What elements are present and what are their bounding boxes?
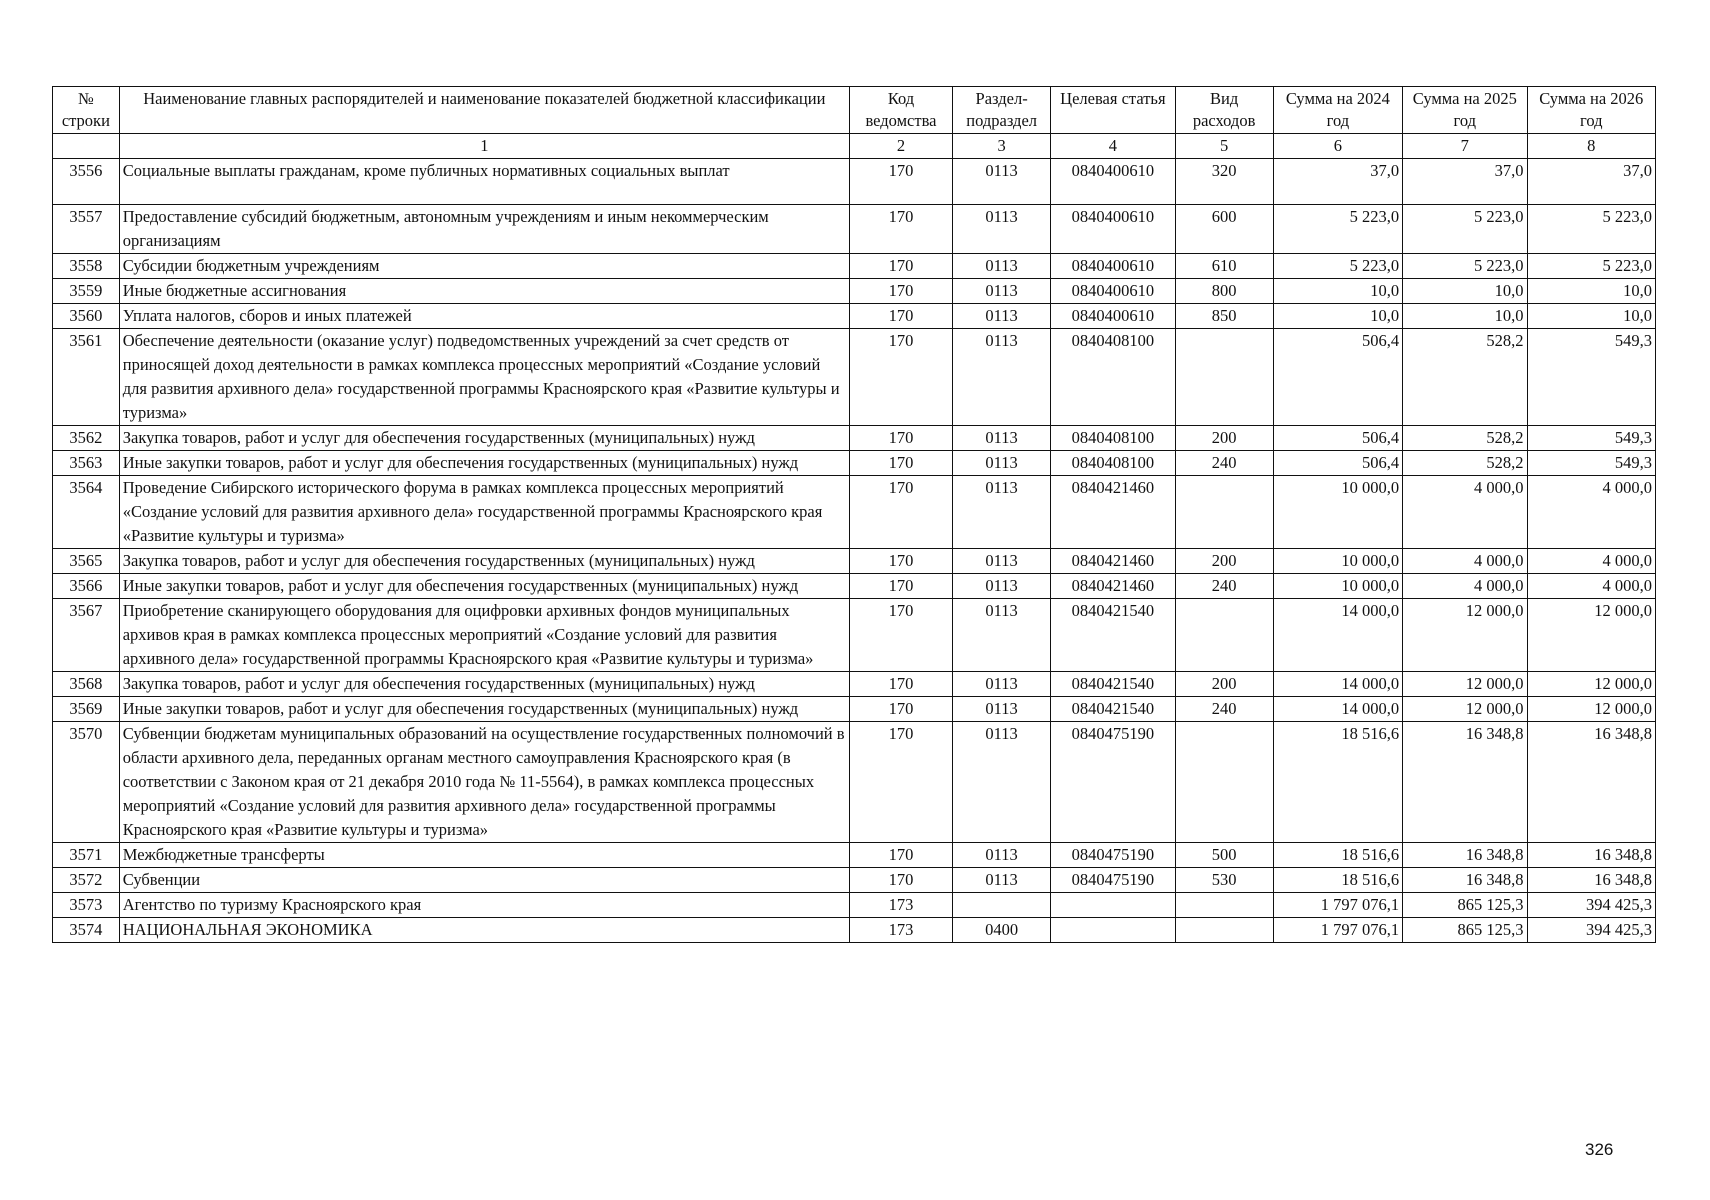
row-target: 0840421540: [1051, 697, 1175, 722]
column-number: 1: [119, 134, 849, 159]
row-target: [1051, 918, 1175, 943]
row-name: Проведение Сибирского исторического форума в рамках комплекса процессных мероприятий «Создание условий для развития архивного дела» государственной программы Красноярского края «Развитие культуры и туризма»: [119, 476, 849, 549]
row-expense-type: [1175, 599, 1273, 672]
row-sum-2024: 18 516,6: [1273, 722, 1402, 843]
row-name: Обеспечение деятельности (оказание услуг) подведомственных учреждений за счет средств от приносящей доход деятельности в рамках комплекса процессных мероприятий «Создание условий для развития архивного дела» государственной программы Красноярского края «Развитие культуры и туризма»: [119, 329, 849, 426]
row-sum-2024: 1 797 076,1: [1273, 893, 1402, 918]
row-sum-2025: 528,2: [1403, 426, 1527, 451]
row-dept-code: 170: [849, 279, 952, 304]
row-sum-2024: 10 000,0: [1273, 476, 1402, 549]
row-expense-type: 530: [1175, 868, 1273, 893]
row-section: 0113: [953, 672, 1051, 697]
header-section: Раздел- подраздел: [953, 87, 1051, 134]
header-expense-type: Вид расходов: [1175, 87, 1273, 134]
row-sum-2024: 18 516,6: [1273, 868, 1402, 893]
table-row: [53, 893, 1656, 918]
row-dept-code: 170: [849, 451, 952, 476]
row-number: 3567: [53, 599, 120, 672]
row-dept-code: 170: [849, 205, 952, 254]
row-target: 0840421460: [1051, 549, 1175, 574]
row-sum-2025: 4 000,0: [1403, 476, 1527, 549]
row-section: 0113: [953, 159, 1051, 205]
row-dept-code: 170: [849, 329, 952, 426]
column-number: 7: [1403, 134, 1527, 159]
row-name: Агентство по туризму Красноярского края: [119, 893, 849, 918]
row-target: [1051, 893, 1175, 918]
row-sum-2025: 37,0: [1403, 159, 1527, 205]
row-dept-code: 170: [849, 476, 952, 549]
row-expense-type: 800: [1175, 279, 1273, 304]
row-section: 0113: [953, 304, 1051, 329]
row-name: Предоставление субсидий бюджетным, автономным учреждениям и иным некоммерческим организациям: [119, 205, 849, 254]
row-sum-2024: 14 000,0: [1273, 599, 1402, 672]
row-sum-2024: 10 000,0: [1273, 549, 1402, 574]
row-number: 3570: [53, 722, 120, 843]
row-expense-type: 200: [1175, 672, 1273, 697]
row-expense-type: 850: [1175, 304, 1273, 329]
row-expense-type: 600: [1175, 205, 1273, 254]
row-section: 0113: [953, 279, 1051, 304]
row-sum-2026: 16 348,8: [1527, 843, 1656, 868]
row-target: 0840475190: [1051, 722, 1175, 843]
row-dept-code: 170: [849, 697, 952, 722]
table-body: [53, 159, 1656, 943]
row-sum-2025: 16 348,8: [1403, 868, 1527, 893]
row-target: 0840421540: [1051, 672, 1175, 697]
row-name: Закупка товаров, работ и услуг для обеспечения государственных (муниципальных) нужд: [119, 426, 849, 451]
row-target: 0840475190: [1051, 868, 1175, 893]
row-expense-type: 500: [1175, 843, 1273, 868]
row-number: 3558: [53, 254, 120, 279]
column-number: 6: [1273, 134, 1402, 159]
table-row: [53, 476, 1656, 549]
row-sum-2024: 18 516,6: [1273, 843, 1402, 868]
row-name: Субсидии бюджетным учреждениям: [119, 254, 849, 279]
row-sum-2025: 12 000,0: [1403, 672, 1527, 697]
header-name: Наименование главных распорядителей и наименование показателей бюджетной классификации: [119, 87, 849, 134]
row-sum-2026: 394 425,3: [1527, 893, 1656, 918]
row-target: 0840408100: [1051, 451, 1175, 476]
table-row: [53, 722, 1656, 843]
row-sum-2026: 394 425,3: [1527, 918, 1656, 943]
row-target: 0840408100: [1051, 426, 1175, 451]
row-sum-2026: 4 000,0: [1527, 574, 1656, 599]
page-number: 326: [1585, 1140, 1614, 1159]
row-name: Закупка товаров, работ и услуг для обеспечения государственных (муниципальных) нужд: [119, 672, 849, 697]
header-sum-2026: Сумма на 2026 год: [1527, 87, 1656, 134]
row-sum-2024: 10 000,0: [1273, 574, 1402, 599]
row-sum-2025: 4 000,0: [1403, 549, 1527, 574]
row-sum-2025: 5 223,0: [1403, 205, 1527, 254]
row-sum-2026: 12 000,0: [1527, 599, 1656, 672]
row-sum-2024: 506,4: [1273, 426, 1402, 451]
row-sum-2025: 10,0: [1403, 279, 1527, 304]
row-number: 3573: [53, 893, 120, 918]
row-name: НАЦИОНАЛЬНАЯ ЭКОНОМИКА: [119, 918, 849, 943]
row-name: Субвенции: [119, 868, 849, 893]
row-expense-type: 200: [1175, 426, 1273, 451]
row-sum-2025: 16 348,8: [1403, 843, 1527, 868]
row-number: 3556: [53, 159, 120, 205]
row-sum-2026: 12 000,0: [1527, 672, 1656, 697]
row-name: Социальные выплаты гражданам, кроме публичных нормативных социальных выплат: [119, 159, 849, 205]
row-dept-code: 170: [849, 426, 952, 451]
table-row: [53, 205, 1656, 254]
row-target: 0840421460: [1051, 574, 1175, 599]
row-name: Субвенции бюджетам муниципальных образований на осуществление государственных полномочий в области архивного дела, переданных органам местного самоуправления Красноярского края (в соответствии с Законом края от 21 декабря 2010 года № 11-5564), в рамках комплекса процессных мероприятий «Создание условий для развития архивного дела» государственной программы Красноярского края «Развитие культуры и туризма»: [119, 722, 849, 843]
row-dept-code: 173: [849, 918, 952, 943]
row-sum-2024: 37,0: [1273, 159, 1402, 205]
row-target: 0840400610: [1051, 205, 1175, 254]
row-dept-code: 170: [849, 672, 952, 697]
header-sum-2024: Сумма на 2024 год: [1273, 87, 1402, 134]
table-row: [53, 672, 1656, 697]
row-dept-code: 170: [849, 722, 952, 843]
column-number: 5: [1175, 134, 1273, 159]
row-expense-type: 240: [1175, 451, 1273, 476]
row-expense-type: 240: [1175, 574, 1273, 599]
row-sum-2024: 506,4: [1273, 329, 1402, 426]
row-number: 3565: [53, 549, 120, 574]
table-row: [53, 426, 1656, 451]
row-sum-2026: 10,0: [1527, 279, 1656, 304]
row-expense-type: [1175, 722, 1273, 843]
row-sum-2026: 10,0: [1527, 304, 1656, 329]
column-number: 4: [1051, 134, 1175, 159]
row-target: 0840400610: [1051, 254, 1175, 279]
row-sum-2024: 1 797 076,1: [1273, 918, 1402, 943]
row-target: 0840400610: [1051, 304, 1175, 329]
header-row-no: № строки: [53, 87, 120, 134]
row-sum-2026: 4 000,0: [1527, 476, 1656, 549]
column-number: 8: [1527, 134, 1656, 159]
row-sum-2026: 5 223,0: [1527, 254, 1656, 279]
table-row: [53, 599, 1656, 672]
row-section: 0113: [953, 549, 1051, 574]
row-section: [953, 893, 1051, 918]
row-name: Иные бюджетные ассигнования: [119, 279, 849, 304]
row-number: 3566: [53, 574, 120, 599]
header-dept-code: Код ведомства: [849, 87, 952, 134]
row-expense-type: [1175, 893, 1273, 918]
row-section: 0113: [953, 868, 1051, 893]
table-row: [53, 329, 1656, 426]
row-number: 3571: [53, 843, 120, 868]
row-sum-2026: 5 223,0: [1527, 205, 1656, 254]
table-row: [53, 697, 1656, 722]
row-target: 0840408100: [1051, 329, 1175, 426]
row-name: Иные закупки товаров, работ и услуг для обеспечения государственных (муниципальных) нужд: [119, 451, 849, 476]
row-dept-code: 170: [849, 843, 952, 868]
row-sum-2025: 12 000,0: [1403, 599, 1527, 672]
row-expense-type: [1175, 329, 1273, 426]
table-row: [53, 549, 1656, 574]
row-sum-2026: 549,3: [1527, 329, 1656, 426]
row-section: 0400: [953, 918, 1051, 943]
row-number: 3562: [53, 426, 120, 451]
header-target: Целевая статья: [1051, 87, 1175, 134]
header-row: [53, 87, 1656, 134]
table-row: [53, 451, 1656, 476]
row-sum-2025: 16 348,8: [1403, 722, 1527, 843]
row-name: Межбюджетные трансферты: [119, 843, 849, 868]
row-number: 3559: [53, 279, 120, 304]
row-sum-2026: 549,3: [1527, 426, 1656, 451]
column-number: 3: [953, 134, 1051, 159]
row-sum-2025: 865 125,3: [1403, 893, 1527, 918]
row-sum-2024: 5 223,0: [1273, 254, 1402, 279]
table-row: [53, 574, 1656, 599]
row-target: 0840400610: [1051, 279, 1175, 304]
header-sum-2025: Сумма на 2025 год: [1403, 87, 1527, 134]
row-dept-code: 173: [849, 893, 952, 918]
row-sum-2026: 4 000,0: [1527, 549, 1656, 574]
row-number: 3564: [53, 476, 120, 549]
row-name: Иные закупки товаров, работ и услуг для обеспечения государственных (муниципальных) нужд: [119, 574, 849, 599]
row-sum-2026: 37,0: [1527, 159, 1656, 205]
row-expense-type: [1175, 476, 1273, 549]
row-dept-code: 170: [849, 599, 952, 672]
row-sum-2025: 528,2: [1403, 329, 1527, 426]
table-row: [53, 279, 1656, 304]
row-section: 0113: [953, 574, 1051, 599]
row-number: 3557: [53, 205, 120, 254]
row-section: 0113: [953, 205, 1051, 254]
row-dept-code: 170: [849, 304, 952, 329]
table-row: [53, 918, 1656, 943]
row-sum-2024: 5 223,0: [1273, 205, 1402, 254]
row-sum-2026: 549,3: [1527, 451, 1656, 476]
row-section: 0113: [953, 329, 1051, 426]
row-dept-code: 170: [849, 868, 952, 893]
row-sum-2026: 12 000,0: [1527, 697, 1656, 722]
row-section: 0113: [953, 426, 1051, 451]
row-expense-type: 320: [1175, 159, 1273, 205]
row-sum-2025: 4 000,0: [1403, 574, 1527, 599]
row-number: 3569: [53, 697, 120, 722]
row-section: 0113: [953, 722, 1051, 843]
row-sum-2024: 14 000,0: [1273, 672, 1402, 697]
row-number: 3572: [53, 868, 120, 893]
row-dept-code: 170: [849, 159, 952, 205]
row-section: 0113: [953, 697, 1051, 722]
row-sum-2025: 528,2: [1403, 451, 1527, 476]
table-row: [53, 159, 1656, 205]
row-dept-code: 170: [849, 574, 952, 599]
row-section: 0113: [953, 476, 1051, 549]
row-target: 0840475190: [1051, 843, 1175, 868]
row-sum-2024: 10,0: [1273, 279, 1402, 304]
row-sum-2024: 14 000,0: [1273, 697, 1402, 722]
budget-table: [52, 86, 1656, 943]
table-row: [53, 304, 1656, 329]
row-target: 0840421540: [1051, 599, 1175, 672]
row-section: 0113: [953, 599, 1051, 672]
row-number: 3563: [53, 451, 120, 476]
row-name: Иные закупки товаров, работ и услуг для обеспечения государственных (муниципальных) нужд: [119, 697, 849, 722]
row-target: 0840421460: [1051, 476, 1175, 549]
row-sum-2024: 506,4: [1273, 451, 1402, 476]
row-name: Закупка товаров, работ и услуг для обеспечения государственных (муниципальных) нужд: [119, 549, 849, 574]
row-number: 3568: [53, 672, 120, 697]
table-row: [53, 254, 1656, 279]
row-target: 0840400610: [1051, 159, 1175, 205]
row-number: 3561: [53, 329, 120, 426]
row-sum-2026: 16 348,8: [1527, 722, 1656, 843]
row-dept-code: 170: [849, 254, 952, 279]
row-section: 0113: [953, 843, 1051, 868]
row-sum-2025: 10,0: [1403, 304, 1527, 329]
row-section: 0113: [953, 451, 1051, 476]
table-row: [53, 843, 1656, 868]
table-row: [53, 868, 1656, 893]
column-number: [53, 134, 120, 159]
row-sum-2024: 10,0: [1273, 304, 1402, 329]
row-sum-2025: 5 223,0: [1403, 254, 1527, 279]
row-number: 3574: [53, 918, 120, 943]
row-expense-type: 610: [1175, 254, 1273, 279]
row-dept-code: 170: [849, 549, 952, 574]
row-sum-2026: 16 348,8: [1527, 868, 1656, 893]
row-expense-type: 240: [1175, 697, 1273, 722]
row-name: Приобретение сканирующего оборудования для оцифровки архивных фондов муниципальных архивов края в рамках комплекса процессных мероприятий «Создание условий для развития архивного дела» государственной программы Красноярского края «Развитие культуры и туризма»: [119, 599, 849, 672]
row-sum-2025: 12 000,0: [1403, 697, 1527, 722]
row-expense-type: 200: [1175, 549, 1273, 574]
column-number: 2: [849, 134, 952, 159]
row-name: Уплата налогов, сборов и иных платежей: [119, 304, 849, 329]
column-number-row: [53, 134, 1656, 159]
row-sum-2025: 865 125,3: [1403, 918, 1527, 943]
row-section: 0113: [953, 254, 1051, 279]
row-expense-type: [1175, 918, 1273, 943]
row-number: 3560: [53, 304, 120, 329]
